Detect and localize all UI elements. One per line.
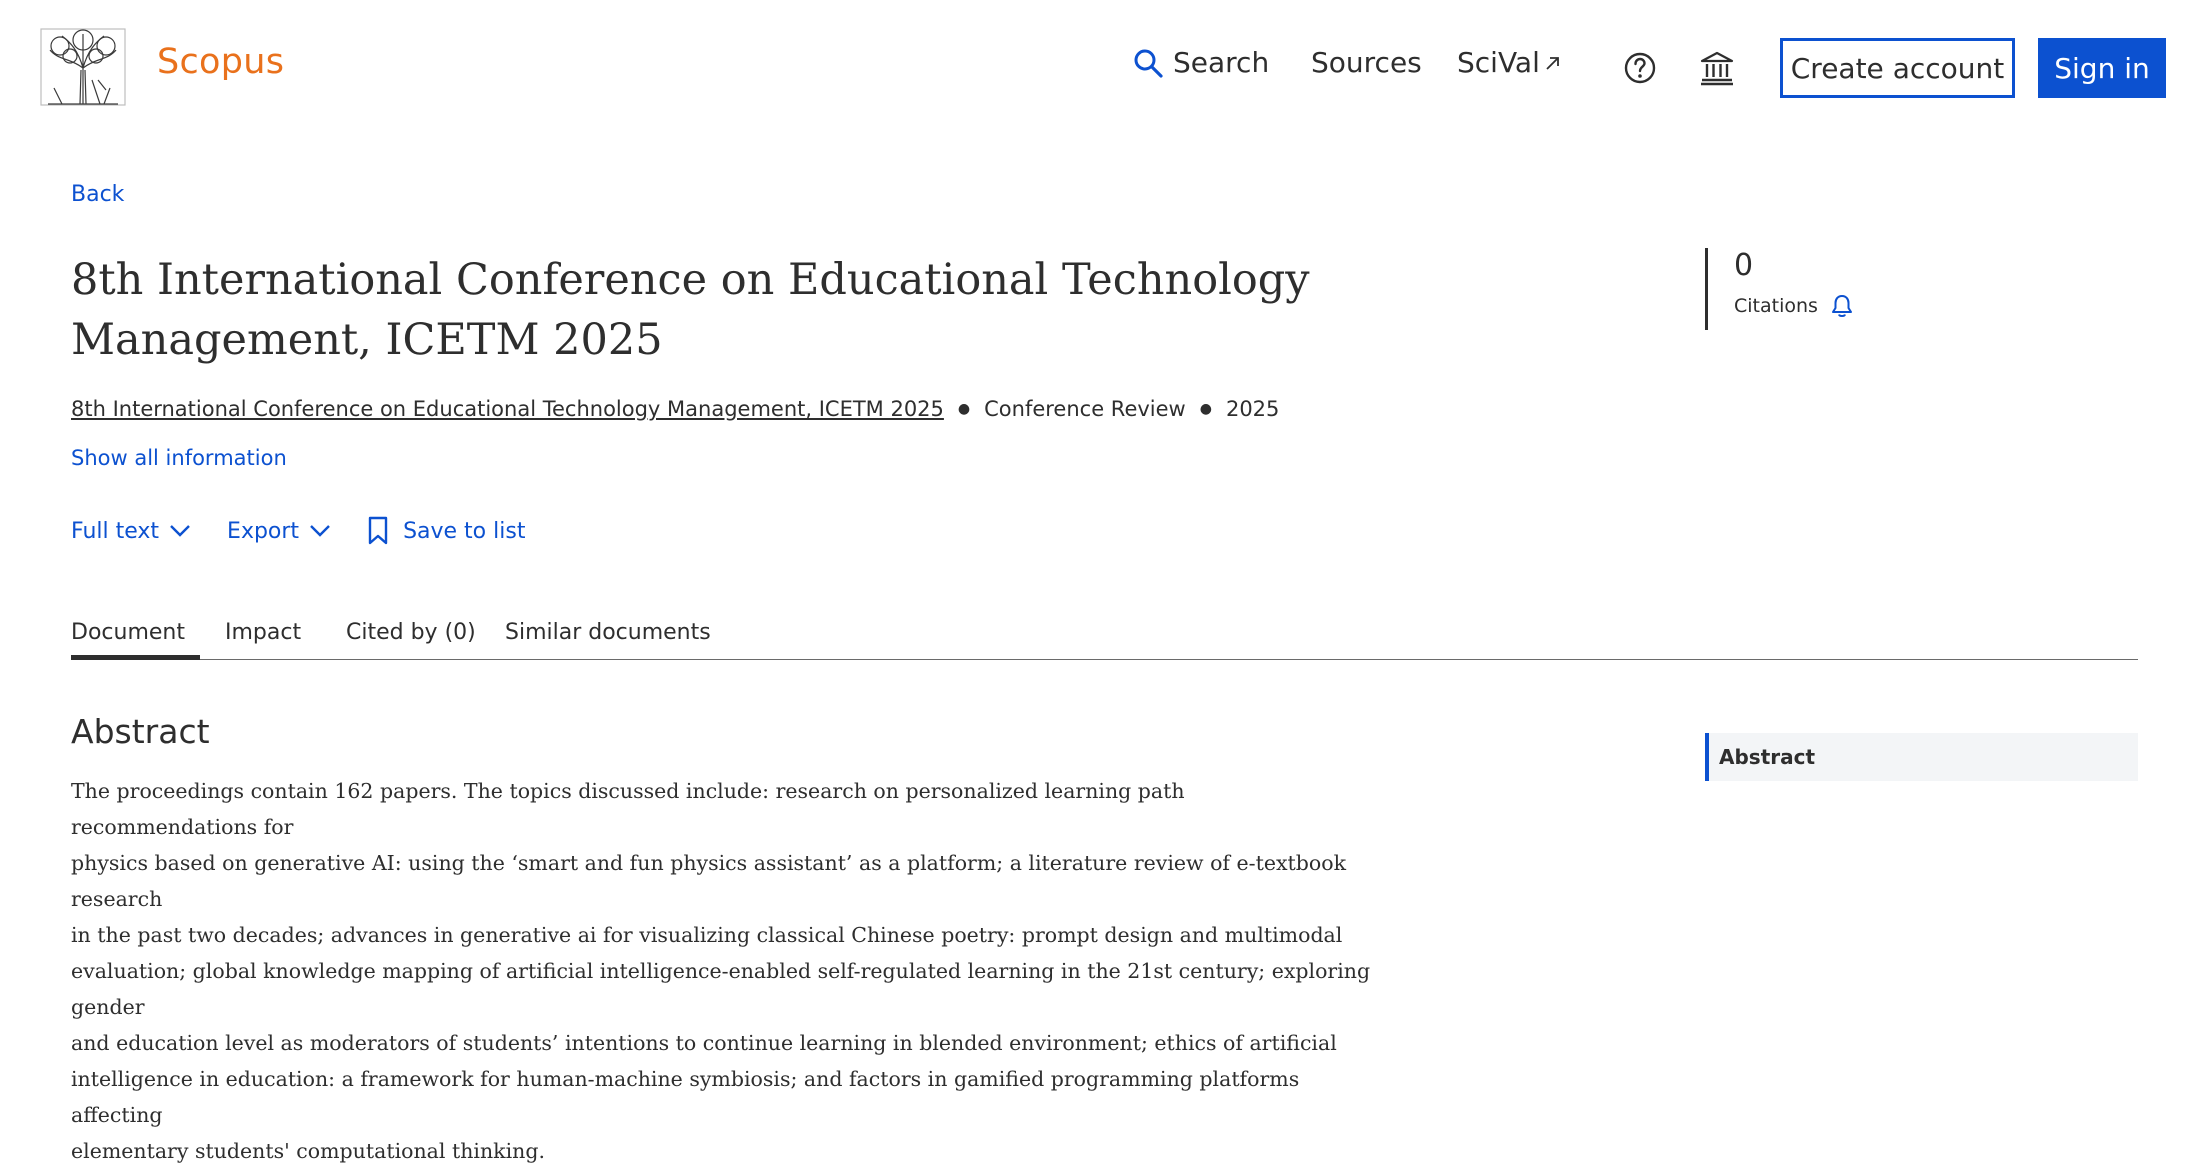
back-link[interactable]: Back [71,182,125,207]
nav-scival-label: SciVal [1457,46,1540,79]
nav-search-link[interactable] [1133,46,1269,79]
bookmark-icon [367,516,389,546]
nav-scival-link[interactable] [1457,46,1562,79]
abstract-line: and education level as moderators of students’ intentions to continue learning in blended environment; ethics of artificial [71,1031,1337,1055]
external-arrow-icon [1544,54,1562,72]
export-dropdown[interactable] [227,519,331,544]
citations-label: Citations [1734,295,1818,317]
nav-sources-link[interactable] [1311,46,1422,79]
institution-icon[interactable] [1699,50,1735,86]
full-text-dropdown[interactable] [71,519,191,544]
top-header [0,0,2193,135]
save-to-list-button[interactable] [367,516,525,546]
toc-item-abstract[interactable]: Abstract [1705,733,2138,781]
abstract-line: intelligence in education: a framework for human-machine symbiosis; and factors in gamified programming platforms affecting [71,1067,1300,1127]
document-type: Conference Review [984,397,1186,421]
brand-name[interactable]: Scopus [157,42,285,82]
abstract-line: physics based on generative AI: using the ‘smart and fun physics assistant’ as a platform; a literature review of e-textbook research [71,851,1346,911]
document-meta [71,397,1279,421]
abstract-line: elementary students' computational thinking. [71,1139,545,1163]
tab-cited-by[interactable]: Cited by (0) [346,620,476,645]
create-account-button[interactable]: Create account [1780,38,2015,98]
abstract-line: evaluation; global knowledge mapping of artificial intelligence-enabled self-regulated learning in the 21st century; exploring gender [71,959,1371,1019]
document-tabs [71,620,2138,660]
document-year: 2025 [1225,397,1280,421]
bell-icon[interactable] [1830,293,1854,319]
abstract-heading: Abstract [71,712,210,751]
abstract-line: The proceedings contain 162 papers. The topics discussed include: research on personalized learning path recommendations for [71,779,1185,839]
chevron-down-icon [169,524,191,538]
citations-panel [1705,248,1854,330]
tab-similar-documents[interactable]: Similar documents [505,620,711,645]
citations-row [1734,293,1854,319]
search-icon [1133,48,1163,78]
sign-in-button[interactable]: Sign in [2038,38,2166,98]
export-label: Export [227,518,300,544]
save-to-list-label: Save to list [403,518,526,544]
page-title: 8th International Conference on Educational Technology Management, ICETM 2025 [71,255,1310,365]
citation-count: 0 [1734,248,1754,283]
source-title-link[interactable]: 8th International Conference on Educational Technology Management, ICETM 2025 [71,397,944,421]
meta-separator: ● [1199,401,1212,417]
tab-impact[interactable]: Impact [225,620,302,645]
abstract-line: in the past two decades; advances in generative ai for visualizing classical Chinese poetry: prompt design and multimodal [71,923,1343,947]
document-actions [71,516,561,546]
question-circle-icon[interactable] [1622,50,1658,86]
elsevier-tree-logo[interactable] [40,28,126,106]
tab-document[interactable]: Document [71,620,200,660]
chevron-down-icon [309,524,331,538]
nav-sources-label: Sources [1311,46,1422,79]
meta-separator: ● [957,401,971,417]
show-all-information-link[interactable]: Show all information [71,446,287,470]
nav-search-label: Search [1173,46,1270,79]
full-text-label: Full text [71,518,160,544]
abstract-text [71,773,1371,1169]
